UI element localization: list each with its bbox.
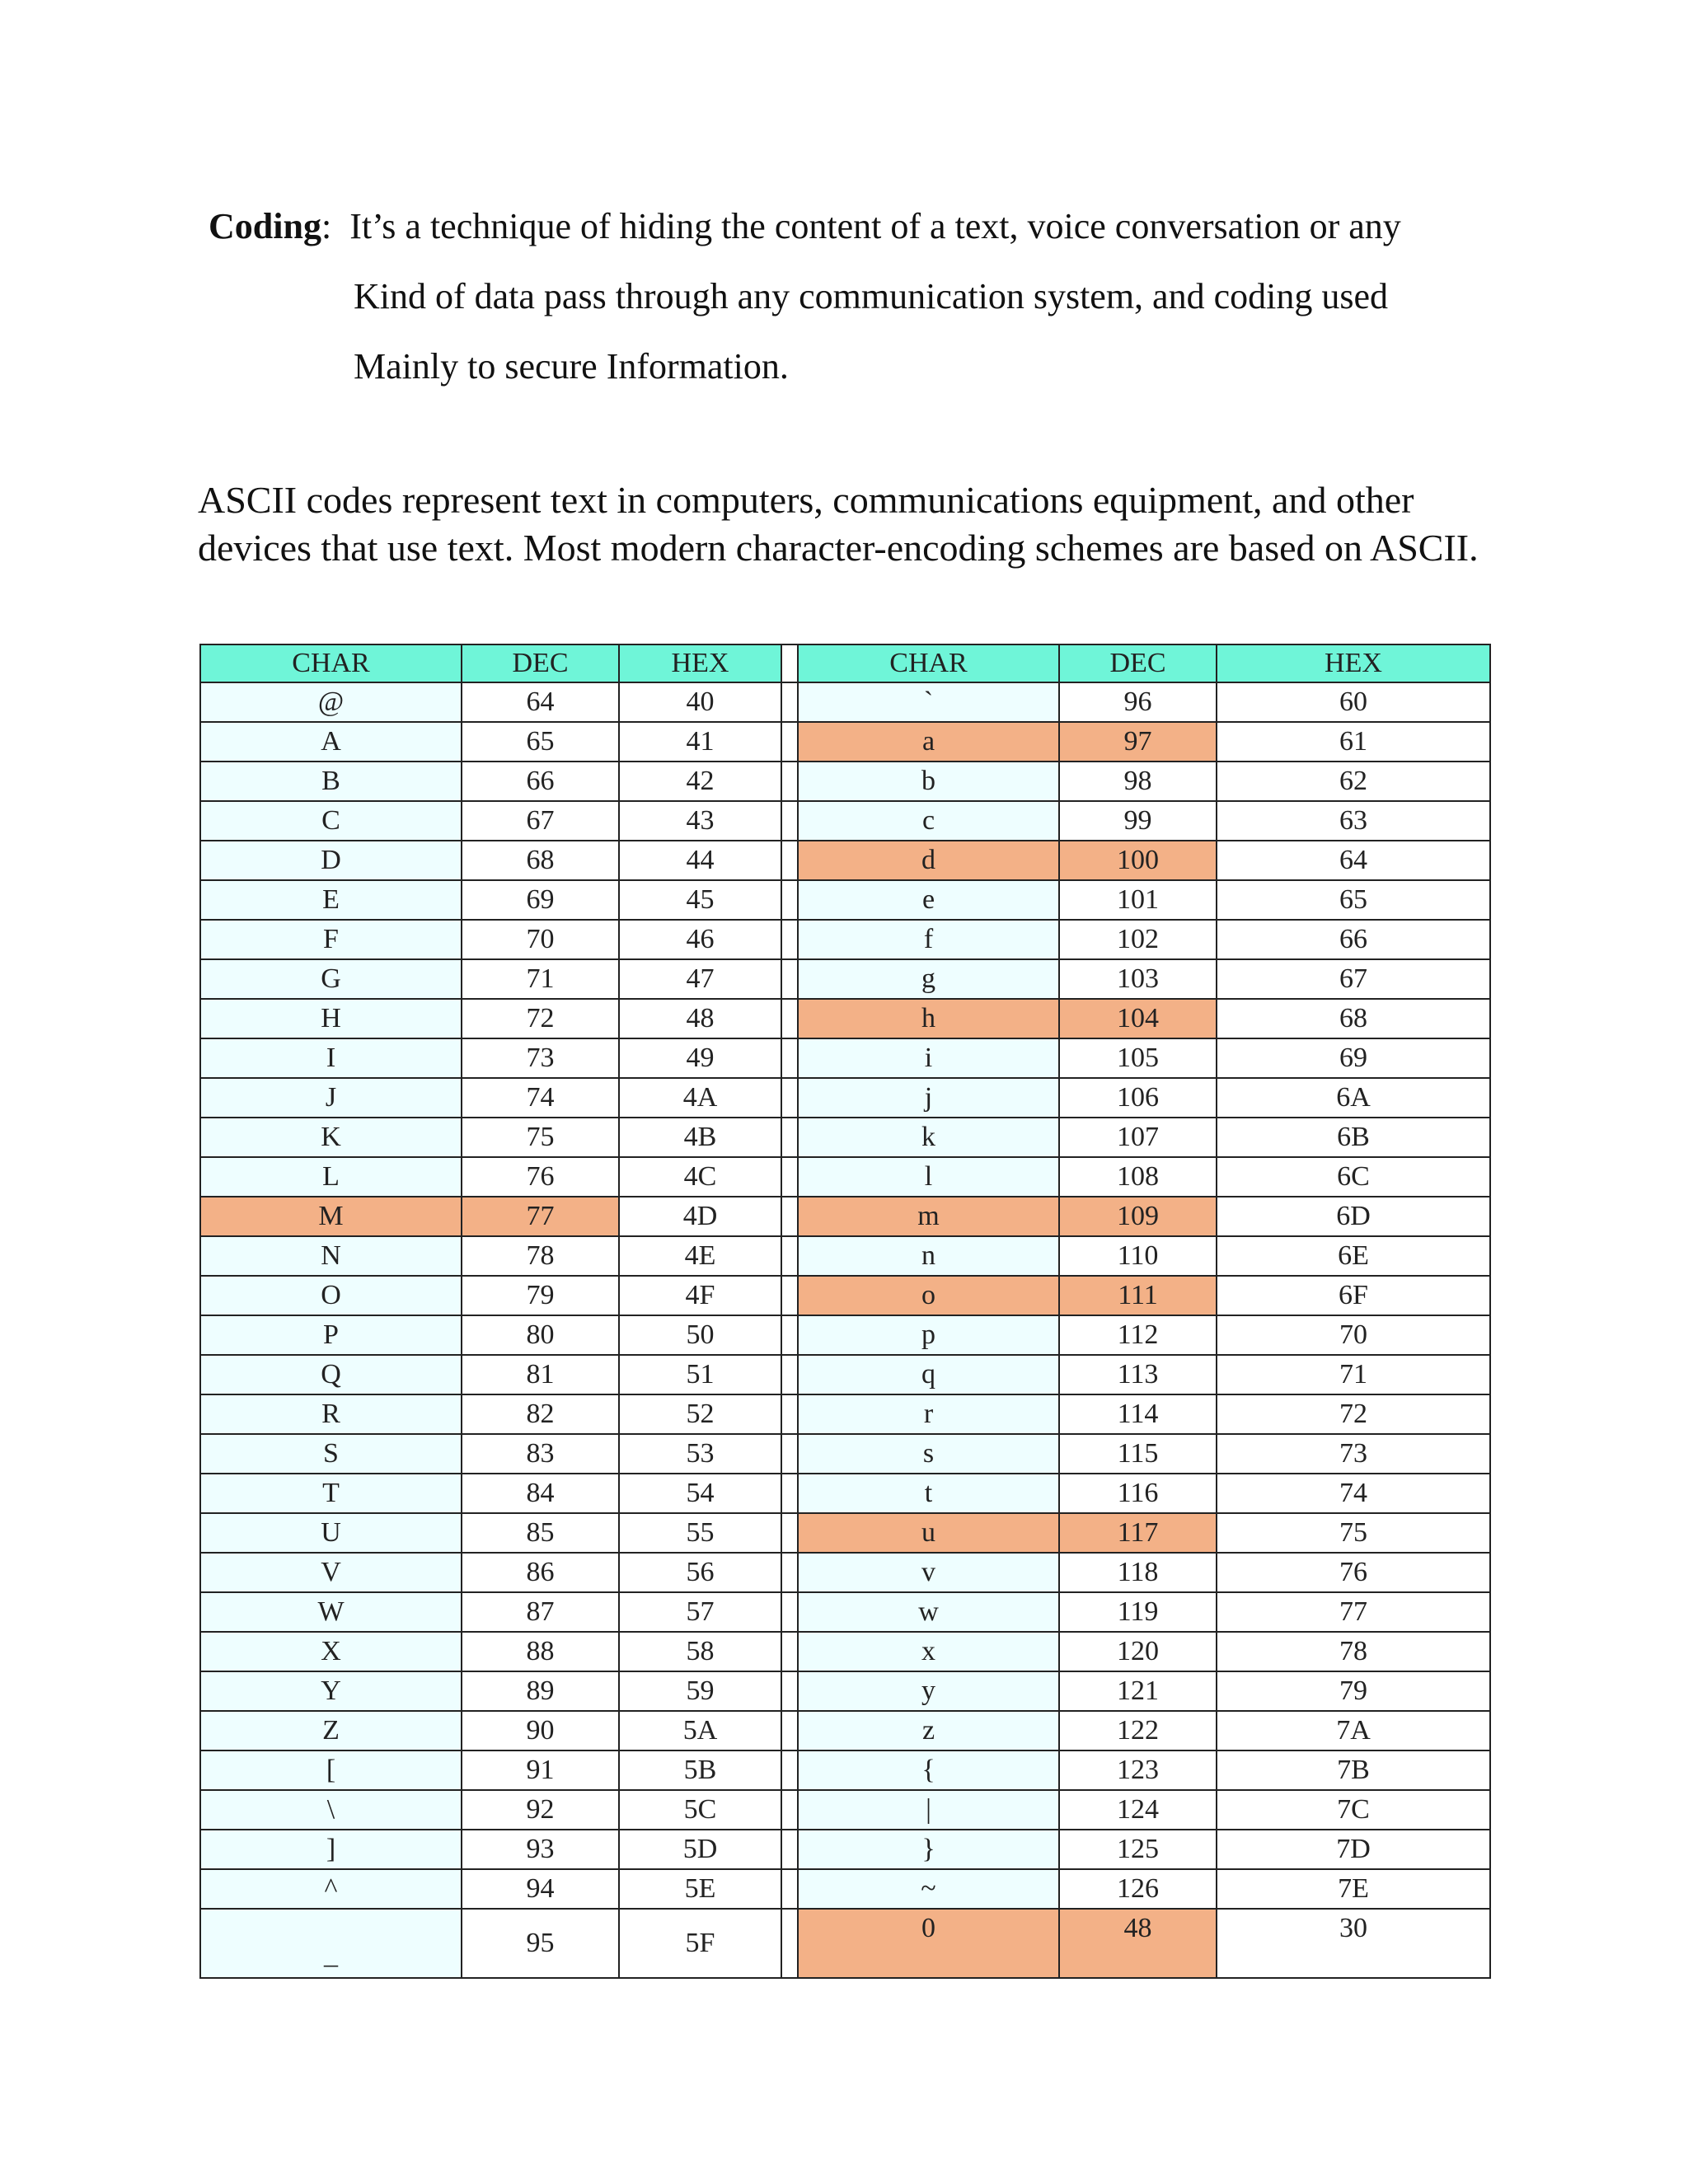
left-char-cell: Z <box>200 1711 462 1750</box>
right-char-cell: v <box>798 1553 1059 1592</box>
table-row <box>200 1276 1490 1315</box>
right-char-cell: x <box>798 1632 1059 1671</box>
left-char-cell: K <box>200 1118 462 1157</box>
left-hex-cell: 46 <box>619 920 781 959</box>
left-char-cell: P <box>200 1315 462 1355</box>
left-hex-cell: 51 <box>619 1355 781 1394</box>
left-char-cell: D <box>200 841 462 880</box>
right-char-cell: s <box>798 1434 1059 1474</box>
table-gap <box>781 1474 798 1513</box>
header-char-right: CHAR <box>798 644 1059 682</box>
ascii-intro-paragraph: ASCII codes represent text in computers, communications equipment, and other devices that use text. Most modern character-encoding schemes are based on ASCII. <box>198 479 1479 569</box>
coding-definition <box>209 191 1527 401</box>
left-hex-cell: 59 <box>619 1671 781 1711</box>
table-gap <box>781 1671 798 1711</box>
left-char-cell: G <box>200 959 462 999</box>
right-dec-cell: 112 <box>1059 1315 1217 1355</box>
left-dec-cell: 84 <box>462 1474 619 1513</box>
right-char-cell: o <box>798 1276 1059 1315</box>
table-row <box>200 801 1490 841</box>
right-hex-cell: 62 <box>1217 762 1490 801</box>
table-row <box>200 1118 1490 1157</box>
left-hex-cell: 5E <box>619 1869 781 1909</box>
left-hex-cell: 53 <box>619 1434 781 1474</box>
left-dec-cell: 94 <box>462 1869 619 1909</box>
table-row <box>200 1315 1490 1355</box>
right-hex-cell: 66 <box>1217 920 1490 959</box>
right-dec-cell: 122 <box>1059 1711 1217 1750</box>
right-dec-cell: 124 <box>1059 1790 1217 1830</box>
left-dec-cell: 79 <box>462 1276 619 1315</box>
table-row <box>200 1513 1490 1553</box>
left-dec-cell: 65 <box>462 722 619 762</box>
left-char-cell: E <box>200 880 462 920</box>
right-dec-cell: 116 <box>1059 1474 1217 1513</box>
right-char-cell: j <box>798 1078 1059 1118</box>
right-hex-cell: 65 <box>1217 880 1490 920</box>
coding-term: Coding <box>209 206 321 246</box>
table-row <box>200 1750 1490 1790</box>
left-hex-cell: 47 <box>619 959 781 999</box>
right-dec-cell: 103 <box>1059 959 1217 999</box>
right-char-cell: } <box>798 1830 1059 1869</box>
left-hex-cell: 4E <box>619 1236 781 1276</box>
left-char-cell: I <box>200 1038 462 1078</box>
right-char-cell: d <box>798 841 1059 880</box>
table-gap <box>781 801 798 841</box>
left-dec-cell: 75 <box>462 1118 619 1157</box>
left-hex-cell: 5B <box>619 1750 781 1790</box>
table-gap <box>781 1157 798 1197</box>
header-char-left: CHAR <box>200 644 462 682</box>
right-dec-cell: 100 <box>1059 841 1217 880</box>
left-hex-cell: 5F <box>619 1909 781 1978</box>
right-dec-cell: 97 <box>1059 722 1217 762</box>
right-char-cell: { <box>798 1750 1059 1790</box>
left-hex-cell: 4C <box>619 1157 781 1197</box>
left-hex-cell: 57 <box>619 1592 781 1632</box>
left-hex-cell: 58 <box>619 1632 781 1671</box>
table-row <box>200 1236 1490 1276</box>
left-dec-cell: 83 <box>462 1434 619 1474</box>
left-dec-cell: 86 <box>462 1553 619 1592</box>
left-char-cell: C <box>200 801 462 841</box>
right-char-cell: l <box>798 1157 1059 1197</box>
table-gap <box>781 1513 798 1553</box>
table-gap <box>781 841 798 880</box>
left-char-cell: S <box>200 1434 462 1474</box>
table-gap <box>781 722 798 762</box>
left-char-cell: ^ <box>200 1869 462 1909</box>
right-dec-cell: 120 <box>1059 1632 1217 1671</box>
table-gap <box>781 920 798 959</box>
left-hex-cell: 50 <box>619 1315 781 1355</box>
left-char-cell: [ <box>200 1750 462 1790</box>
right-dec-cell: 121 <box>1059 1671 1217 1711</box>
table-row <box>200 959 1490 999</box>
table-row <box>200 1474 1490 1513</box>
left-char-cell: B <box>200 762 462 801</box>
right-hex-cell: 6C <box>1217 1157 1490 1197</box>
table-gap <box>781 1434 798 1474</box>
right-dec-cell: 101 <box>1059 880 1217 920</box>
table-row <box>200 682 1490 722</box>
right-dec-cell: 109 <box>1059 1197 1217 1236</box>
right-char-cell: w <box>798 1592 1059 1632</box>
left-char-cell: T <box>200 1474 462 1513</box>
left-dec-cell: 78 <box>462 1236 619 1276</box>
right-hex-cell: 76 <box>1217 1553 1490 1592</box>
coding-definition-line-2: Kind of data pass through any communication system, and coding used <box>354 276 1388 316</box>
right-hex-cell: 61 <box>1217 722 1490 762</box>
right-dec-cell: 111 <box>1059 1276 1217 1315</box>
table-gap <box>781 1750 798 1790</box>
left-dec-cell: 66 <box>462 762 619 801</box>
left-dec-cell: 85 <box>462 1513 619 1553</box>
table-row <box>200 1078 1490 1118</box>
right-char-cell: ~ <box>798 1869 1059 1909</box>
right-hex-cell: 7C <box>1217 1790 1490 1830</box>
right-hex-cell: 7B <box>1217 1750 1490 1790</box>
coding-line-1 <box>209 191 1527 261</box>
right-dec-cell: 115 <box>1059 1434 1217 1474</box>
left-dec-cell: 82 <box>462 1394 619 1434</box>
table-gap <box>781 1632 798 1671</box>
right-hex-cell: 79 <box>1217 1671 1490 1711</box>
table-row <box>200 1197 1490 1236</box>
right-hex-cell: 6E <box>1217 1236 1490 1276</box>
left-char-cell: Y <box>200 1671 462 1711</box>
right-dec-cell: 102 <box>1059 920 1217 959</box>
right-hex-cell: 75 <box>1217 1513 1490 1553</box>
left-dec-cell: 93 <box>462 1830 619 1869</box>
table-row <box>200 1355 1490 1394</box>
left-hex-cell: 4D <box>619 1197 781 1236</box>
left-dec-cell: 90 <box>462 1711 619 1750</box>
table-gap <box>781 880 798 920</box>
left-hex-cell: 48 <box>619 999 781 1038</box>
table-gap <box>781 1276 798 1315</box>
right-char-cell: c <box>798 801 1059 841</box>
table-row <box>200 880 1490 920</box>
header-dec-left: DEC <box>462 644 619 682</box>
right-dec-cell: 123 <box>1059 1750 1217 1790</box>
right-char-cell: q <box>798 1355 1059 1394</box>
table-row <box>200 1394 1490 1434</box>
coding-definition-line-1: It’s a technique of hiding the content of a text, voice conversation or any <box>349 206 1401 246</box>
left-char-cell: W <box>200 1592 462 1632</box>
right-char-cell: a <box>798 722 1059 762</box>
left-dec-cell: 80 <box>462 1315 619 1355</box>
table-row <box>200 999 1490 1038</box>
right-hex-cell: 74 <box>1217 1474 1490 1513</box>
table-gap <box>781 999 798 1038</box>
right-hex-cell: 67 <box>1217 959 1490 999</box>
ascii-table-body <box>200 682 1490 1978</box>
right-char-cell: p <box>798 1315 1059 1355</box>
right-dec-cell: 119 <box>1059 1592 1217 1632</box>
ascii-table <box>199 644 1491 1979</box>
table-gap <box>781 1394 798 1434</box>
right-char-cell: t <box>798 1474 1059 1513</box>
table-row <box>200 1909 1490 1978</box>
table-row <box>200 722 1490 762</box>
right-dec-cell: 117 <box>1059 1513 1217 1553</box>
right-hex-cell: 78 <box>1217 1632 1490 1671</box>
right-hex-cell: 73 <box>1217 1434 1490 1474</box>
left-char-cell: V <box>200 1553 462 1592</box>
left-dec-cell: 64 <box>462 682 619 722</box>
right-dec-cell: 107 <box>1059 1118 1217 1157</box>
right-dec-cell: 113 <box>1059 1355 1217 1394</box>
right-char-cell: h <box>798 999 1059 1038</box>
table-gap <box>781 1236 798 1276</box>
left-hex-cell: 40 <box>619 682 781 722</box>
left-dec-cell: 70 <box>462 920 619 959</box>
table-gap <box>781 1078 798 1118</box>
right-char-cell: y <box>798 1671 1059 1711</box>
left-dec-cell: 81 <box>462 1355 619 1394</box>
right-hex-cell: 70 <box>1217 1315 1490 1355</box>
left-dec-cell: 89 <box>462 1671 619 1711</box>
left-dec-cell: 74 <box>462 1078 619 1118</box>
left-hex-cell: 4A <box>619 1078 781 1118</box>
table-gap <box>781 1830 798 1869</box>
table-gap <box>781 1909 798 1978</box>
left-hex-cell: 56 <box>619 1553 781 1592</box>
left-dec-cell: 91 <box>462 1750 619 1790</box>
left-hex-cell: 41 <box>619 722 781 762</box>
right-hex-cell: 7E <box>1217 1869 1490 1909</box>
left-char-cell: _ <box>200 1909 462 1978</box>
left-char-cell: N <box>200 1236 462 1276</box>
left-char-cell: Q <box>200 1355 462 1394</box>
right-char-cell: m <box>798 1197 1059 1236</box>
left-hex-cell: 54 <box>619 1474 781 1513</box>
left-dec-cell: 67 <box>462 801 619 841</box>
table-row <box>200 1592 1490 1632</box>
left-char-cell: U <box>200 1513 462 1553</box>
table-row <box>200 1157 1490 1197</box>
right-char-cell: n <box>798 1236 1059 1276</box>
right-dec-cell: 99 <box>1059 801 1217 841</box>
right-char-cell: r <box>798 1394 1059 1434</box>
left-char-cell: R <box>200 1394 462 1434</box>
left-dec-cell: 87 <box>462 1592 619 1632</box>
table-gap <box>781 1869 798 1909</box>
table-row <box>200 1830 1490 1869</box>
right-dec-cell: 98 <box>1059 762 1217 801</box>
table-row <box>200 1869 1490 1909</box>
table-gap <box>781 762 798 801</box>
header-dec-right: DEC <box>1059 644 1217 682</box>
table-gap <box>781 1118 798 1157</box>
table-row <box>200 1434 1490 1474</box>
right-dec-cell: 106 <box>1059 1078 1217 1118</box>
right-dec-cell: 110 <box>1059 1236 1217 1276</box>
right-hex-cell: 30 <box>1217 1909 1490 1978</box>
left-hex-cell: 5A <box>619 1711 781 1750</box>
right-hex-cell: 77 <box>1217 1592 1490 1632</box>
right-hex-cell: 7A <box>1217 1711 1490 1750</box>
right-char-cell: 0 <box>798 1909 1059 1978</box>
right-char-cell: k <box>798 1118 1059 1157</box>
left-hex-cell: 4B <box>619 1118 781 1157</box>
left-dec-cell: 88 <box>462 1632 619 1671</box>
right-hex-cell: 63 <box>1217 801 1490 841</box>
right-hex-cell: 7D <box>1217 1830 1490 1869</box>
right-hex-cell: 6F <box>1217 1276 1490 1315</box>
table-row <box>200 841 1490 880</box>
left-dec-cell: 68 <box>462 841 619 880</box>
table-gap <box>781 1355 798 1394</box>
right-hex-cell: 6A <box>1217 1078 1490 1118</box>
left-hex-cell: 44 <box>619 841 781 880</box>
left-hex-cell: 49 <box>619 1038 781 1078</box>
table-gap <box>781 1790 798 1830</box>
left-hex-cell: 5D <box>619 1830 781 1869</box>
table-row <box>200 920 1490 959</box>
table-gap <box>781 1592 798 1632</box>
table-row <box>200 1790 1490 1830</box>
table-row <box>200 1671 1490 1711</box>
left-char-cell: @ <box>200 682 462 722</box>
right-dec-cell: 126 <box>1059 1869 1217 1909</box>
left-hex-cell: 5C <box>619 1790 781 1830</box>
right-char-cell: ` <box>798 682 1059 722</box>
left-dec-cell: 92 <box>462 1790 619 1830</box>
left-hex-cell: 52 <box>619 1394 781 1434</box>
right-dec-cell: 118 <box>1059 1553 1217 1592</box>
left-hex-cell: 45 <box>619 880 781 920</box>
left-dec-cell: 95 <box>462 1909 619 1978</box>
left-char-cell: ] <box>200 1830 462 1869</box>
left-char-cell: H <box>200 999 462 1038</box>
right-dec-cell: 114 <box>1059 1394 1217 1434</box>
right-char-cell: z <box>798 1711 1059 1750</box>
left-char-cell: F <box>200 920 462 959</box>
right-hex-cell: 72 <box>1217 1394 1490 1434</box>
header-hex-right: HEX <box>1217 644 1490 682</box>
left-hex-cell: 42 <box>619 762 781 801</box>
table-gap <box>781 1711 798 1750</box>
right-hex-cell: 60 <box>1217 682 1490 722</box>
header-hex-left: HEX <box>619 644 781 682</box>
left-dec-cell: 76 <box>462 1157 619 1197</box>
left-char-cell: X <box>200 1632 462 1671</box>
right-hex-cell: 6B <box>1217 1118 1490 1157</box>
left-char-cell: L <box>200 1157 462 1197</box>
right-char-cell: u <box>798 1513 1059 1553</box>
table-row <box>200 762 1490 801</box>
right-dec-cell: 125 <box>1059 1830 1217 1869</box>
left-dec-cell: 77 <box>462 1197 619 1236</box>
left-hex-cell: 4F <box>619 1276 781 1315</box>
right-dec-cell: 105 <box>1059 1038 1217 1078</box>
table-row <box>200 1038 1490 1078</box>
left-char-cell: J <box>200 1078 462 1118</box>
left-dec-cell: 69 <box>462 880 619 920</box>
right-char-cell: i <box>798 1038 1059 1078</box>
coding-definition-line-3: Mainly to secure Information. <box>354 346 789 387</box>
right-dec-cell: 104 <box>1059 999 1217 1038</box>
table-gap <box>781 644 798 682</box>
coding-colon: : <box>321 206 332 246</box>
table-gap <box>781 1038 798 1078</box>
table-gap <box>781 1553 798 1592</box>
right-dec-cell: 108 <box>1059 1157 1217 1197</box>
right-char-cell: g <box>798 959 1059 999</box>
right-char-cell: f <box>798 920 1059 959</box>
table-gap <box>781 1315 798 1355</box>
left-char-cell: M <box>200 1197 462 1236</box>
ascii-table-header-row <box>200 644 1490 682</box>
left-hex-cell: 43 <box>619 801 781 841</box>
right-dec-cell: 48 <box>1059 1909 1217 1978</box>
right-hex-cell: 64 <box>1217 841 1490 880</box>
left-char-cell: O <box>200 1276 462 1315</box>
table-gap <box>781 682 798 722</box>
table-row <box>200 1711 1490 1750</box>
right-char-cell: | <box>798 1790 1059 1830</box>
table-row <box>200 1553 1490 1592</box>
right-hex-cell: 71 <box>1217 1355 1490 1394</box>
left-char-cell: \ <box>200 1790 462 1830</box>
right-hex-cell: 6D <box>1217 1197 1490 1236</box>
table-gap <box>781 959 798 999</box>
left-dec-cell: 71 <box>462 959 619 999</box>
right-hex-cell: 68 <box>1217 999 1490 1038</box>
left-dec-cell: 73 <box>462 1038 619 1078</box>
right-char-cell: b <box>798 762 1059 801</box>
left-char-cell: A <box>200 722 462 762</box>
right-dec-cell: 96 <box>1059 682 1217 722</box>
table-gap <box>781 1197 798 1236</box>
table-row <box>200 1632 1490 1671</box>
right-char-cell: e <box>798 880 1059 920</box>
left-dec-cell: 72 <box>462 999 619 1038</box>
left-hex-cell: 55 <box>619 1513 781 1553</box>
right-hex-cell: 69 <box>1217 1038 1490 1078</box>
